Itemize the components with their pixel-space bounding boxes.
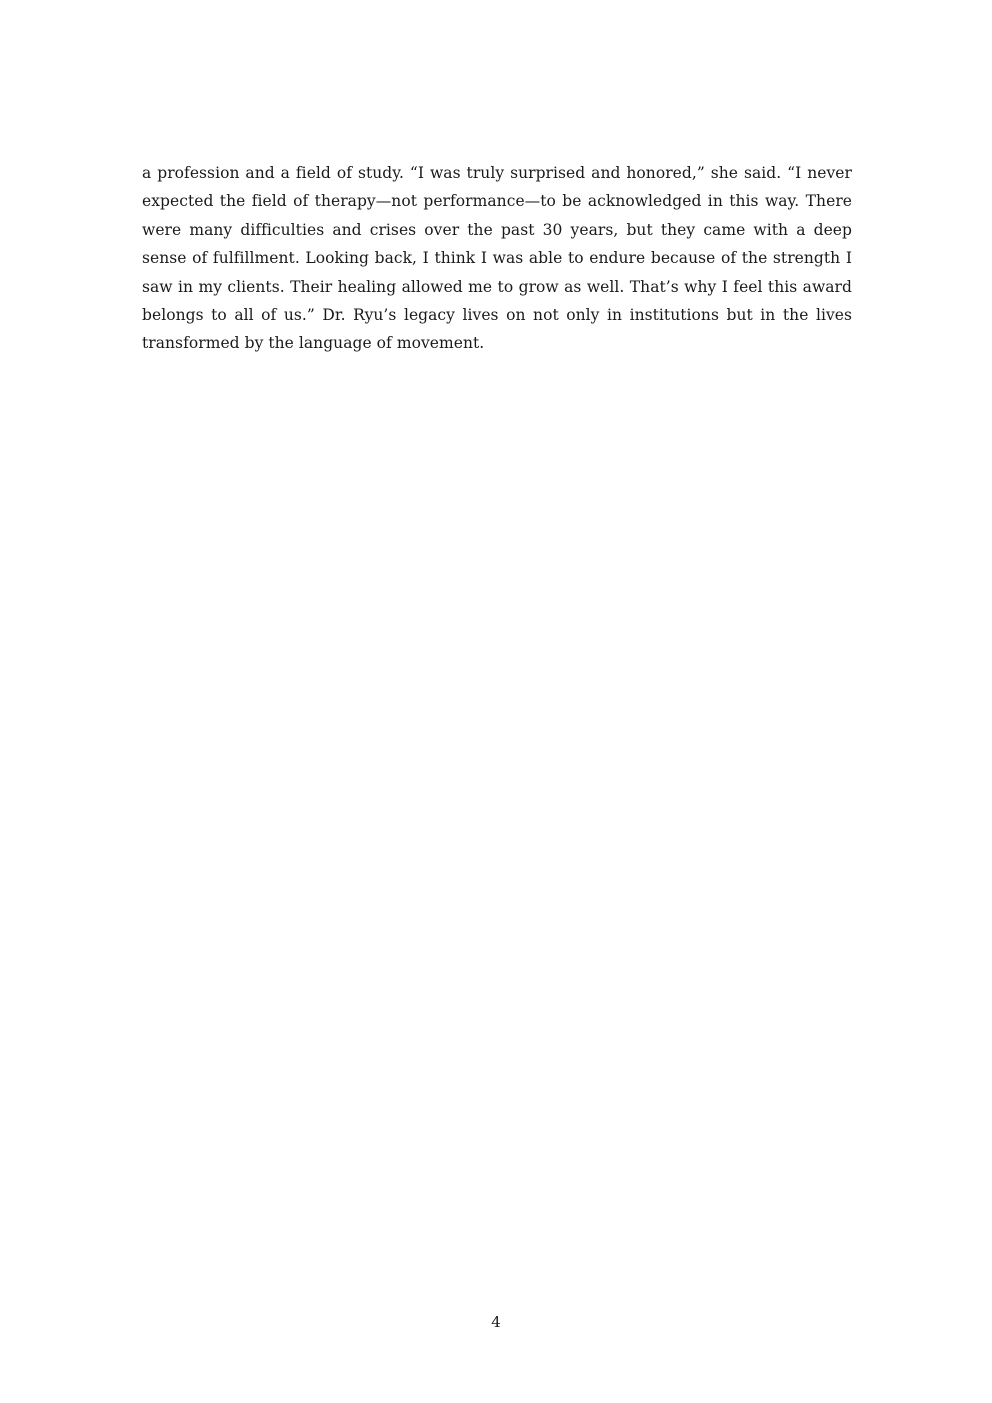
page-number: 4 [491, 1313, 501, 1331]
body-paragraph: a profession and a field of study. “I was truly surprised and honored,” she said. “I never expected the field of therapy—not performance—to be acknowledged in this way. There were many difficulties and crises over the past 30 years, but they came with a deep sense of fulfillment. Looking back, I think I was able to endure because of the strength I saw in my clients. Their healing allowed me to grow as well. That’s why I feel this award belongs to all of us.” Dr. Ryu’s legacy lives on not only in institutions but in the lives transformed by the language of movement. [142, 164, 852, 353]
